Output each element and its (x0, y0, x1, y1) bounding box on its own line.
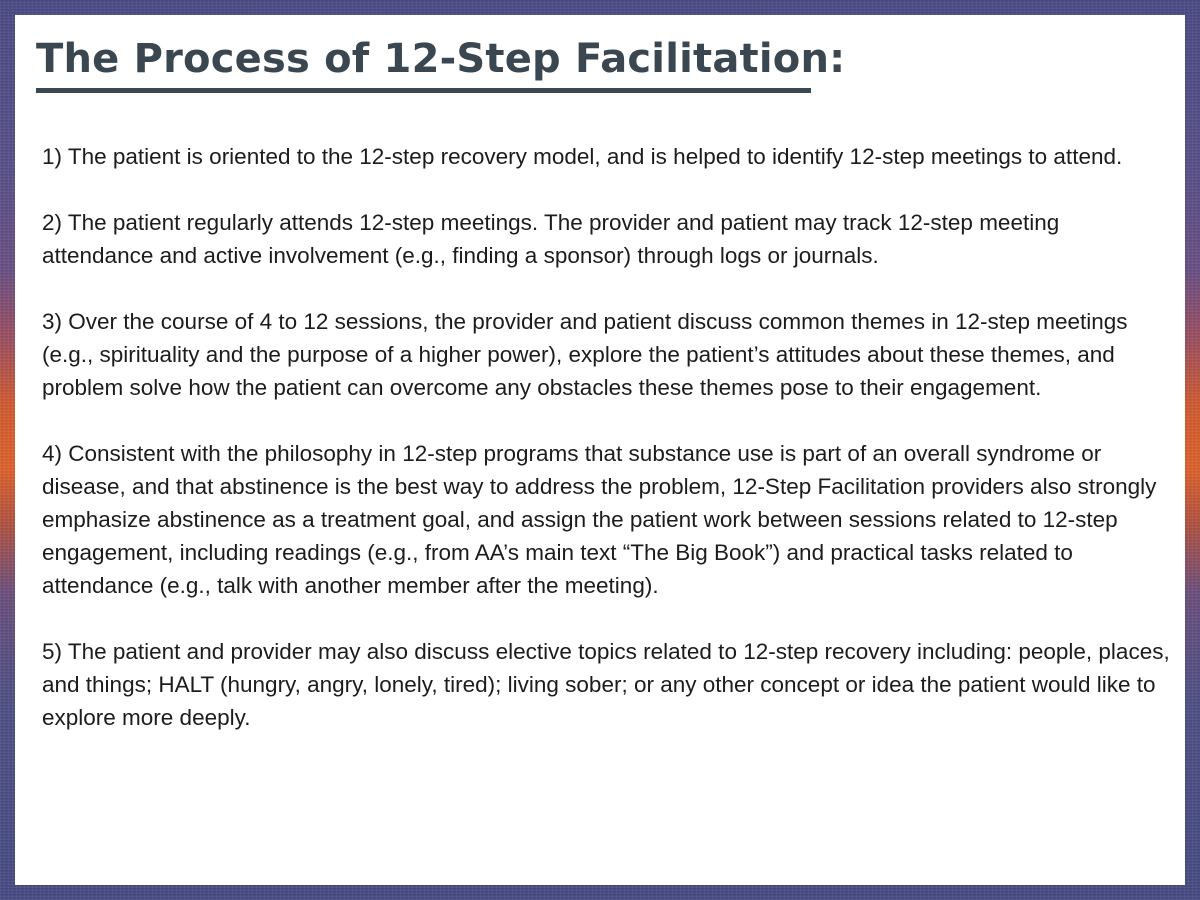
step-1: 1) The patient is oriented to the 12-step recovery model, and is helped to identify 12-step meetings to attend. (42, 144, 1123, 169)
slide-card (15, 15, 1185, 885)
slide-title: The Process of 12-Step Facilitation: (36, 36, 846, 82)
steps-list (42, 140, 1172, 734)
step-3: 3) Over the course of 4 to 12 sessions, the provider and patient discuss common themes in 12-step meetings (e.g., spirituality and the purpose of a higher power), explore the patient’s attitudes about these themes, and problem solve how the patient can overcome any obstacles these themes pose to their engagement. (42, 309, 1128, 400)
step-2: 2) The patient regularly attends 12-step meetings. The provider and patient may track 12-step meeting attendance and active involvement (e.g., finding a sponsor) through logs or journals. (42, 210, 1060, 268)
step-5: 5) The patient and provider may also discuss elective topics related to 12-step recovery including: people, places, and things; HALT (hungry, angry, lonely, tired); living sober; or any other concept or idea the patient would like to explore more deeply. (42, 639, 1170, 730)
title-underline (36, 88, 811, 93)
step-4: 4) Consistent with the philosophy in 12-step programs that substance use is part of an overall syndrome or disease, and that abstinence is the best way to address the problem, 12-Step Facilitation providers also strongly emphasize abstinence as a treatment goal, and assign the patient work between sessions related to 12-step engagement, including readings (e.g., from AA’s main text “The Big Book”) and practical tasks related to attendance (e.g., talk with another member after the meeting). (42, 441, 1157, 598)
